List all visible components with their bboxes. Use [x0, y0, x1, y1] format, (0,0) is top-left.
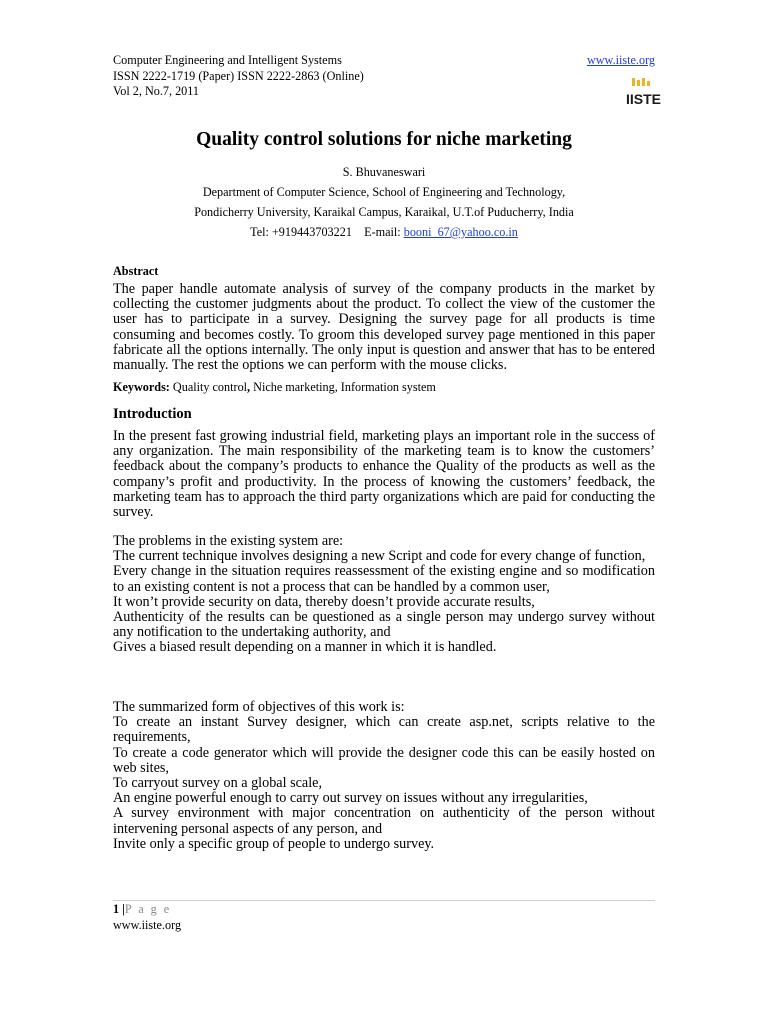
email-link[interactable]: booni_67@yahoo.co.in — [403, 225, 518, 239]
telephone: Tel: +919443703221 — [250, 225, 352, 239]
objective-item: Invite only a specific group of people to undergo survey. — [113, 835, 435, 852]
page-number: 1 — [113, 902, 120, 916]
problem-item: Gives a biased result depending on a manner in which it is handled. — [113, 639, 497, 656]
introduction-heading: Introduction — [113, 406, 192, 422]
keyword-item: Niche marketing — [253, 380, 335, 394]
affiliation-line-2: Pondicherry University, Karaikal Campus, Karaikal, U.T.of Puducherry, India — [194, 205, 574, 219]
keyword-separator: , — [247, 380, 251, 394]
keyword-item: Information system — [340, 380, 436, 394]
iiste-logo — [626, 78, 662, 107]
introduction-paragraph: In the present fast growing industrial field, marketing plays an important role in the success of any organization. The main responsibility of the marketing team is to know the customers’ feedback about the company’s products to enhance the Quality of the products as well as the company’s profit and productivity. In the process of knowing the customers’ feedback, the marketing team has to approach the third party organizations which are paid for conducting the survey. — [113, 428, 655, 521]
running-header — [113, 53, 655, 100]
problem-item: Every change in the situation requires reassessment of the existing engine and so modification to an existing content is not a process that can be handled by a common user, — [113, 563, 655, 595]
abstract-text: The paper handle automate analysis of survey of the company products in the market by collecting the customer judgments about the product. To collect the view of the customer the user has to participate in a survey. Designing the survey page for all products is time consuming and becomes costly. To groom this developed survey page mentioned in this paper fabricate all the options internally. The only input is question and answer that has to be entered manually. The rest the options we can perform with the mouse clicks. — [113, 281, 655, 374]
objectives-list — [113, 700, 655, 852]
problem-item: The current technique involves designing a new Script and code for every change of function, — [113, 548, 646, 565]
footer-divider — [113, 900, 655, 901]
journal-name: Computer Engineering and Intelligent Systems — [113, 53, 342, 67]
objective-item: To carryout survey on a global scale, — [113, 775, 322, 792]
problems-list — [113, 534, 655, 656]
problem-item: It won’t provide security on data, thereby doesn’t provide accurate results, — [113, 593, 535, 610]
volume-line: Vol 2, No.7, 2011 — [113, 84, 199, 98]
abstract-heading: Abstract — [113, 264, 159, 278]
keyword-separator: , — [334, 380, 338, 394]
affiliation-line-1: Department of Computer Science, School of Engineering and Technology, — [202, 185, 566, 199]
author-name: S. Bhuvaneswari — [342, 165, 426, 179]
objective-item: To create an instant Survey designer, which can create asp.net, scripts relative to the requirements, — [113, 714, 655, 746]
objective-item: A survey environment with major concentration on authenticity of the person without intervening personal aspects of any person, and — [113, 805, 655, 837]
issn-line: ISSN 2222-1719 (Paper) ISSN 2222-2863 (Online) — [113, 68, 364, 83]
logo-text: IISTE — [626, 91, 662, 107]
objective-item: To create a code generator which will provide the designer code this can be easily hosted on web sites, — [113, 744, 655, 776]
keywords-line — [113, 380, 655, 395]
problems-intro: The problems in the existing system are: — [113, 533, 344, 549]
problem-item: Authenticity of the results can be questioned as a single person may undergo survey without any notification to the undertaking authority, and — [113, 609, 655, 641]
keywords-label: Keywords: — [113, 380, 170, 394]
paper-title: Quality control solutions for niche marketing — [196, 129, 572, 150]
page-footer-number — [113, 902, 171, 917]
keyword-item: Quality control — [172, 380, 248, 394]
objective-item: An engine powerful enough to carry out survey on issues without any irregularities, — [113, 790, 588, 807]
header-url-link[interactable]: www.iiste.org — [586, 53, 655, 67]
footer-url-link[interactable]: www.iiste.org — [113, 918, 182, 932]
page-separator: | — [122, 902, 125, 916]
page-label: P a g e — [124, 902, 172, 916]
contact-line — [113, 225, 655, 240]
iiste-logo-mark — [626, 78, 662, 107]
email-label: E-mail: — [364, 225, 401, 239]
objectives-intro: The summarized form of objectives of this work is: — [113, 699, 405, 715]
